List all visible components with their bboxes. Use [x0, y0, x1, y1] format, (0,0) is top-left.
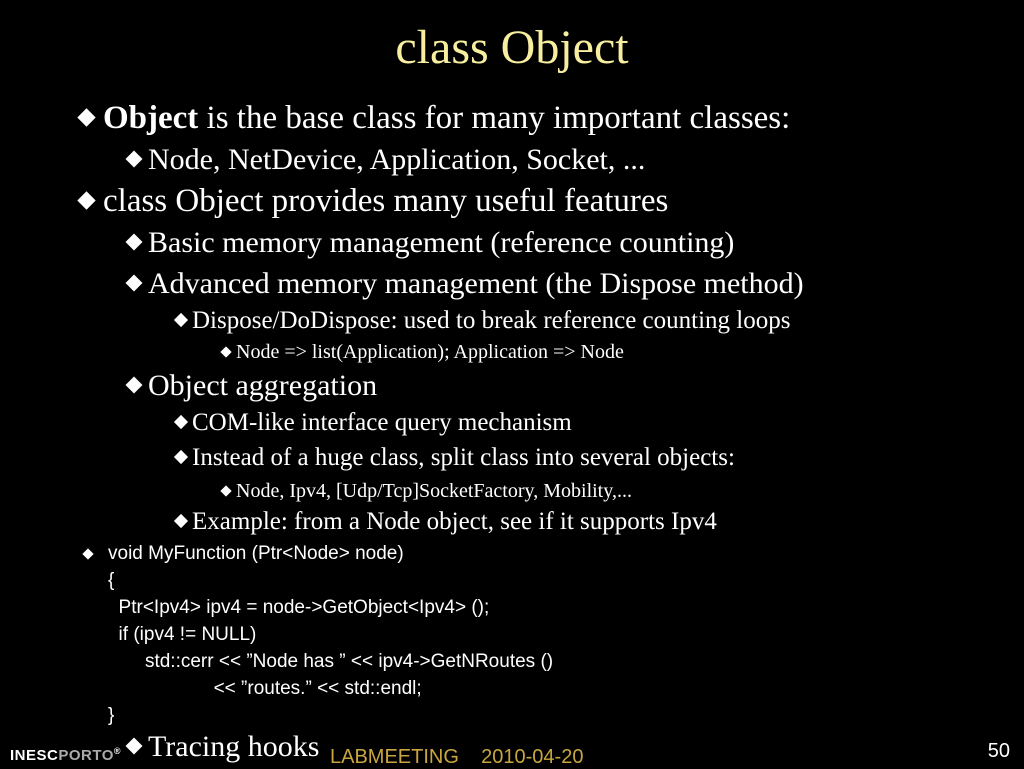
bullet-text: Advanced memory management (the Dispose method)	[148, 267, 804, 300]
footer-text: LABMEETING 2010-04-20	[330, 746, 584, 768]
bullet-split-class	[176, 444, 735, 472]
code-line: void MyFunction (Ptr<Node> node)	[108, 543, 404, 564]
diamond-bullet-icon	[77, 108, 95, 126]
bullet-object-aggregation	[128, 369, 377, 402]
bullet-classes-list	[128, 143, 645, 176]
bullet-text: Node, Ipv4, [Udp/Tcp]SocketFactory, Mobility,...	[236, 480, 632, 502]
bullet-text: Tracing hooks	[148, 730, 320, 763]
slide-title: class Object	[395, 21, 629, 74]
code-line: << ”routes.” << std::endl;	[108, 678, 422, 699]
code-sample	[80, 540, 553, 729]
diamond-bullet-icon	[126, 377, 143, 394]
bullet-node-application	[222, 341, 624, 363]
bullet-text: Instead of a huge class, split class into several objects:	[192, 444, 735, 471]
code-line: {	[108, 570, 115, 591]
page-number: 50	[987, 740, 1010, 762]
diamond-bullet-icon	[77, 191, 95, 209]
code-line: }	[108, 705, 115, 726]
bullet-text: class Object provides many useful features	[103, 183, 669, 219]
bullet-object-base-class	[80, 100, 790, 136]
bullet-text: Node, NetDevice, Application, Socket, ...	[148, 143, 646, 176]
diamond-bullet-icon	[174, 514, 188, 528]
bullet-text: COM-like interface query mechanism	[192, 409, 572, 436]
diamond-bullet-icon	[220, 485, 231, 496]
code-line: Ptr<Ipv4> ipv4 = node->GetObject<Ipv4> ();	[108, 597, 490, 618]
diamond-bullet-icon	[82, 548, 93, 559]
bullet-text: Node => list(Application); Application => Node	[236, 341, 624, 363]
bullet-tracing-hooks	[128, 730, 319, 763]
bullet-com-like	[176, 409, 572, 437]
logo-part-a: INESC	[10, 747, 59, 764]
logo-part-b: PORTO	[58, 747, 114, 764]
bullet-dispose	[176, 307, 790, 335]
bullet-objects-list	[222, 480, 632, 502]
bullet-text: Example: from a Node object, see if it supports Ipv4	[192, 508, 717, 535]
diamond-bullet-icon	[126, 275, 143, 292]
diamond-bullet-icon	[174, 450, 188, 464]
diamond-bullet-icon	[174, 415, 188, 429]
diamond-bullet-icon	[126, 234, 143, 251]
bullet-basic-memory	[128, 226, 734, 259]
diamond-bullet-icon	[174, 313, 188, 327]
diamond-bullet-icon	[126, 738, 143, 755]
inescporto-logo	[10, 746, 121, 764]
bullet-advanced-memory	[128, 267, 804, 300]
diamond-bullet-icon	[220, 346, 231, 357]
bullet-text: Dispose/DoDispose: used to break reference counting loops	[192, 307, 791, 334]
diamond-bullet-icon	[126, 151, 143, 168]
bullet-text: Object aggregation	[148, 369, 378, 402]
bullet-text: is the base class for many important classes:	[198, 100, 791, 136]
bullet-bold-term: Object	[103, 100, 199, 136]
logo-registered-mark: ®	[113, 746, 122, 756]
bullet-useful-features	[80, 183, 668, 219]
bullet-text: Basic memory management (reference counting)	[148, 226, 735, 259]
bullet-example	[176, 508, 717, 536]
code-line: std::cerr << ”Node has ” << ipv4->GetNRoutes ()	[108, 651, 554, 672]
code-line: if (ipv4 != NULL)	[108, 624, 257, 645]
